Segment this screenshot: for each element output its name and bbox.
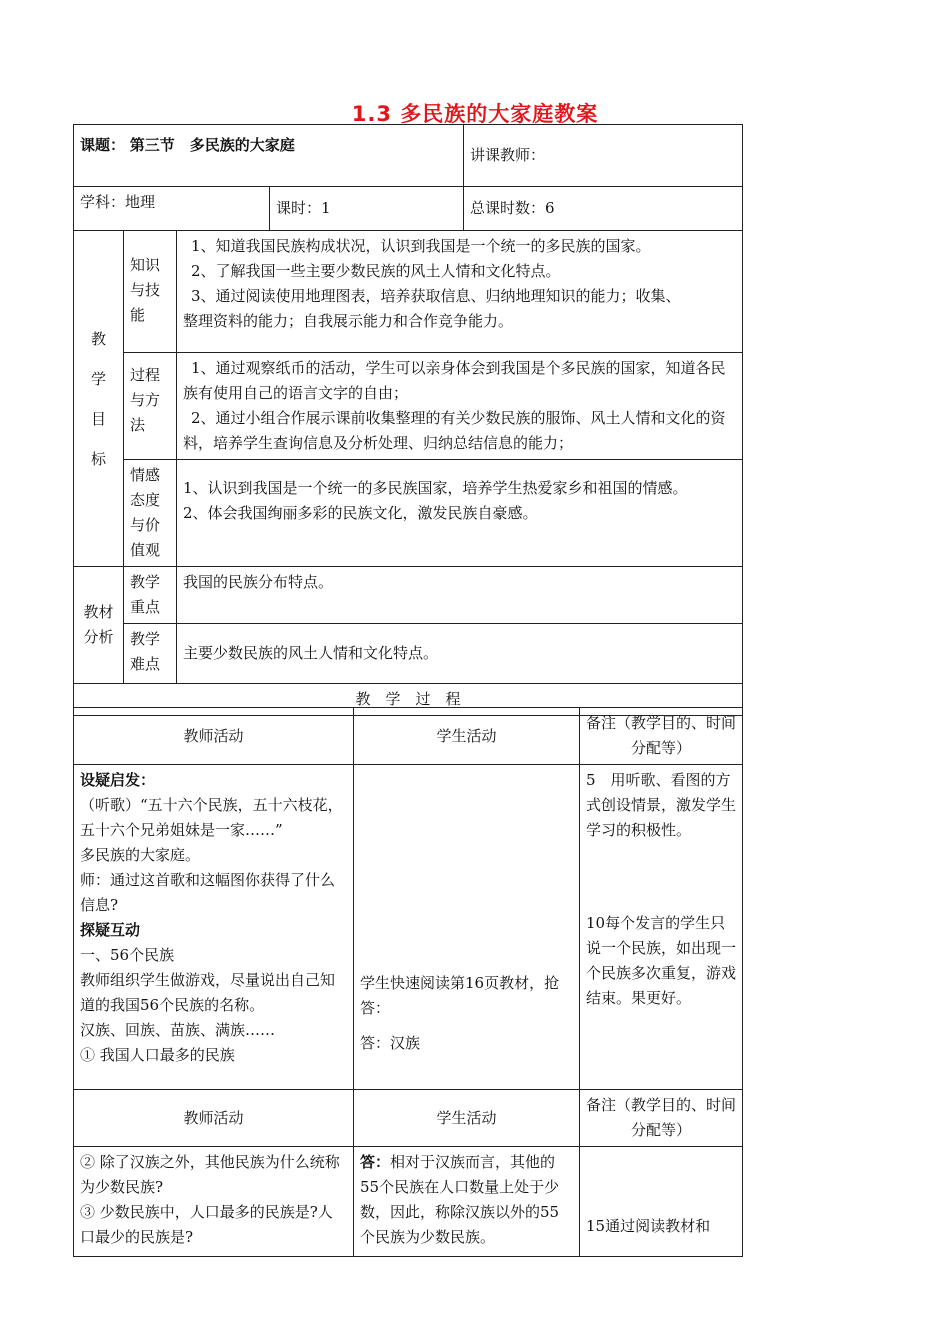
difficult-label: 教学 难点 — [124, 624, 177, 684]
lesson-info-table — [73, 124, 743, 716]
knowledge-label: 知识 与技 能 — [124, 231, 177, 353]
teacher-activity-header: 教师活动 — [74, 708, 354, 765]
teacher-activity-cell-2: ② 除了汉族之外，其他民族为什么统称为少数民族? ③ 少数民族中，人口最多的民族是?人口最少的民族是? — [74, 1147, 354, 1257]
total-hours-cell: 总课时数：6 — [464, 187, 743, 231]
topic-label: 课题： — [80, 136, 126, 154]
process-content: 1、通过观察纸币的活动，学生可以亲身体会到我国是个多民族的国家，知道各民族有使用自己的语言文字的自由； 2、通过小组合作展示课前收集整理的有关少数民族的服饰、风土人情和文化的资料，培养学生查询信息及分析处理、归纳总结信息的能力； — [177, 353, 743, 460]
subject-cell: 学科：地理 — [74, 187, 270, 231]
emotion-label: 情感 态度 与价 值观 — [124, 460, 177, 567]
key-label: 教学 重点 — [124, 567, 177, 624]
note-header: 备注（教学目的、时间分配等） — [580, 708, 743, 765]
teaching-process-table — [73, 707, 743, 1257]
teacher-cell — [464, 125, 743, 187]
student-activity-cell: 学生快速阅读第16页教材，抢答： 答：汉族 — [354, 765, 580, 1090]
note-cell-2: 15通过阅读教材和 — [580, 1147, 743, 1257]
hours-cell: 课时：1 — [270, 187, 464, 231]
analysis-label: 教材 分析 — [74, 567, 124, 684]
student-activity-cell-2: 答：相对于汉族而言，其他的55个民族在人口数量上处于少数，因此，称除汉族以外的55个民族为少数民族。 — [354, 1147, 580, 1257]
document-title: 1.3 多民族的大家庭教案 — [351, 102, 599, 126]
student-activity-header-2: 学生活动 — [354, 1090, 580, 1147]
objectives-label: 教 学 目 标 — [74, 231, 124, 567]
topic-value: 第三节 多民族的大家庭 — [129, 136, 295, 154]
key-content: 我国的民族分布特点。 — [177, 567, 743, 624]
topic-cell — [74, 125, 464, 187]
process-title: 教 学 过 程 — [74, 684, 743, 716]
teacher-activity-header-2: 教师活动 — [74, 1090, 354, 1147]
student-activity-header: 学生活动 — [354, 708, 580, 765]
note-cell: 5 用听歌、看图的方式创设情景，激发学生学习的积极性。 10每个发言的学生只说一个民族，如出现一个民族多次重复，游戏结束。果更好。 — [580, 765, 743, 1090]
note-header-2: 备注（教学目的、时间分配等） — [580, 1090, 743, 1147]
process-label: 过程 与方 法 — [124, 353, 177, 460]
teacher-label: 讲课教师： — [470, 146, 546, 164]
emotion-content: 1、认识到我国是一个统一的多民族国家，培养学生热爱家乡和祖国的情感。 2、体会我国绚丽多彩的民族文化，激发民族自豪感。 — [177, 460, 743, 567]
difficult-content: 主要少数民族的风土人情和文化特点。 — [177, 624, 743, 684]
teacher-activity-cell: 设疑启发： （听歌）“五十六个民族，五十六枝花，五十六个兄弟姐妹是一家……” 多民族的大家庭。 师：通过这首歌和这幅图你获得了什么信息? 探疑互动 一、56个民族 教师组织学生做游戏，尽量说出自己知道的我国56个民族的名称。 汉族、回族、苗族、满族…… ① 我国人口最多的民族 — [74, 765, 354, 1090]
knowledge-content: 1、知道我国民族构成状况，认识到我国是一个统一的多民族的国家。 2、了解我国一些主要少数民族的风土人情和文化特点。 3、通过阅读使用地理图表，培养获取信息、归纳地理知识的能力；收集、 整理资料的能力；自我展示能力和合作竞争能力。 — [177, 231, 743, 353]
